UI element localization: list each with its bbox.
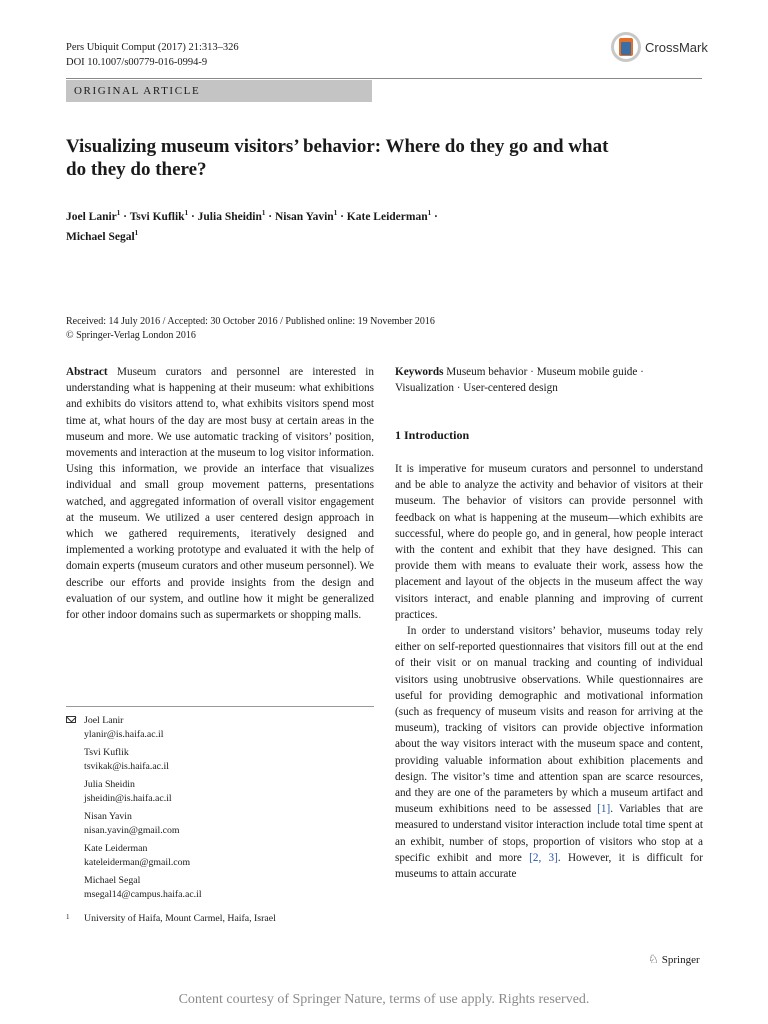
- abstract-label: Abstract: [66, 366, 108, 378]
- contact-name: Tsvi Kuflik: [84, 747, 129, 758]
- keywords-section: [395, 364, 703, 396]
- author-name[interactable]: Kate Leiderman: [346, 210, 428, 223]
- article-type-banner: ORIGINAL ARTICLE: [66, 80, 372, 102]
- author-name[interactable]: Joel Lanir: [66, 210, 117, 223]
- affiliation-marker: 1: [116, 209, 121, 217]
- section-heading-introduction: 1 Introduction: [395, 428, 470, 442]
- springer-horse-icon: ♘: [648, 952, 659, 966]
- contact-entry: [66, 714, 366, 742]
- author-name[interactable]: Julia Sheidin: [197, 210, 262, 223]
- contact-name: Julia Sheidin: [84, 779, 135, 790]
- contact-entry: [66, 874, 366, 902]
- envelope-icon: [66, 716, 76, 723]
- author-name[interactable]: Tsvi Kuflik: [129, 210, 185, 223]
- intro-text: . Variables that are measured to understand visitor interaction include total time spent at an exhibit, number of stops, proportion of visitors who stop at a specific exhibit and more: [395, 803, 703, 864]
- footnote-rule: [66, 706, 374, 707]
- author-name[interactable]: Michael Segal: [66, 230, 135, 243]
- affiliation-marker: 1: [134, 228, 139, 237]
- affiliation-number: 1: [66, 913, 70, 921]
- contact-entry: [66, 842, 366, 870]
- citation-link[interactable]: [1]: [597, 803, 611, 816]
- contact-entry: [66, 746, 366, 774]
- keywords-text: Museum behavior · Museum mobile guide · Visualization · User-centered design: [395, 366, 644, 395]
- doi-link[interactable]: DOI 10.1007/s00779-016-0994-9: [66, 57, 208, 68]
- affiliation-marker: 1: [333, 209, 338, 217]
- footer-notice: Content courtesy of Springer Nature, terms of use apply. Rights reserved.: [178, 992, 590, 1007]
- dates-line: Received: 14 July 2016 / Accepted: 30 October 2016 / Published online: 19 November 2016: [66, 316, 435, 327]
- paper-title: Visualizing museum visitors’ behavior: Where do they go and what do they do there?: [66, 136, 609, 180]
- intro-paragraph-1: It is imperative for museum curators and personnel to understand and be able to analyze the activity and behavior of visitors at their museum. The behavior of visitors can provide personnel with feedback on what is happening at the museum—which exhibits are successful, where do people go, and in general, how people interact with the content and exhibit that they have designed. This can provide them with means to evaluate their work, assess how the placement and layout of the objects in the museum affect the way visitors interact, and enable planning and improving of current practices.: [395, 463, 703, 621]
- affiliation-marker: 1: [427, 209, 432, 217]
- intro-text: . However, it is difficult for museums to attain accurate: [395, 851, 704, 881]
- contact-name: Joel Lanir: [84, 715, 124, 726]
- abstract-text: Museum curators and personnel are interested in understanding what is happening at their museum: what exhibitions and exhibits do visitors attend to, what exhibits visitors spend most time at, what hours of the day are most busy at certain areas in the museum and more. We use automatic tracking of visitors’ position, movements and interaction at the museum to log visitor information. Using this information, we provide an interface that visualizes individual and small group movement patterns, presentations watched, and aggregated information of overall visitor engagement at the museum. We utilized a user centered design approach in which we gathered requirements, iteratively designed and implemented a working prototype and evaluated it with the help of domain experts (museum curators and other museum personnel). We describe our efforts and provide insights from the design and evaluation of our system, and outline how it might be generalized for other indoor domains such as supermarkets or shopping malls.: [66, 366, 375, 622]
- publication-dates: [66, 315, 626, 343]
- author-contacts: [66, 714, 366, 906]
- author-list: Joel Lanir$^1$ · Tsvi Kuflik$^1$ · Julia Sheidin$^1$ · Nisan Yavin$^1$ · Kate Leiderman$^1$ · Michael Segal$^1$: [66, 209, 438, 243]
- contact-email[interactable]: tsvikak@is.haifa.ac.il: [84, 761, 169, 772]
- contact-name: Kate Leiderman: [84, 843, 148, 854]
- contact-email[interactable]: ylanir@is.haifa.ac.il: [84, 729, 164, 740]
- journal-line: Pers Ubiquit Comput (2017) 21:313–326: [66, 42, 239, 53]
- intro-paragraph-2: [395, 623, 703, 882]
- contact-email[interactable]: kateleiderman@gmail.com: [84, 857, 191, 868]
- copyright-line: © Springer-Verlag London 2016: [66, 330, 196, 341]
- affiliation-marker: 1: [184, 209, 189, 217]
- journal-citation: [66, 40, 239, 70]
- crossmark-badge[interactable]: [611, 32, 708, 62]
- affiliation-text: University of Haifa, Mount Carmel, Haifa, Israel: [84, 913, 276, 924]
- crossmark-label: CrossMark: [645, 39, 708, 55]
- contact-email[interactable]: msegal14@campus.haifa.ac.il: [84, 889, 202, 900]
- crossmark-icon: [611, 32, 641, 62]
- author-name[interactable]: Nisan Yavin: [275, 210, 334, 223]
- contact-email[interactable]: nisan.yavin@gmail.com: [84, 825, 180, 836]
- publisher-name: Springer: [661, 953, 700, 966]
- header-rule: [66, 78, 702, 79]
- introduction-body: [395, 461, 703, 882]
- contact-email[interactable]: jsheidin@is.haifa.ac.il: [84, 793, 172, 804]
- citation-link[interactable]: [2, 3]: [529, 851, 558, 864]
- affiliation-marker: 1: [261, 209, 266, 217]
- contact-name: Michael Segal: [84, 875, 141, 886]
- publisher-logo: [648, 952, 700, 967]
- keywords-label: Keywords: [395, 366, 444, 378]
- contact-name: Nisan Yavin: [84, 811, 132, 822]
- abstract-section: [66, 364, 374, 623]
- contact-entry: [66, 810, 366, 838]
- intro-text: In order to understand visitors’ behavior, museums today rely either on self-reported questionnaires that visitors fill out at the end of their visit or on manual tracking and counting of individual visitors using unobtrusive observations. While questionnaires are useful for providing demographic and motivational information (such as frequency of museum visits and reason for arriving at the museum), tracking of visitors can provide objective information about the way visitors interact with the museum space and content, providing valuable information about exhibition placements and design. The visitor’s time and attention span are scarce resources, and they are one of the parameters by which a museum artifact and museum exhibitions need to be assessed: [395, 625, 703, 816]
- affiliation-footnote: [66, 913, 366, 924]
- contact-entry: [66, 778, 366, 806]
